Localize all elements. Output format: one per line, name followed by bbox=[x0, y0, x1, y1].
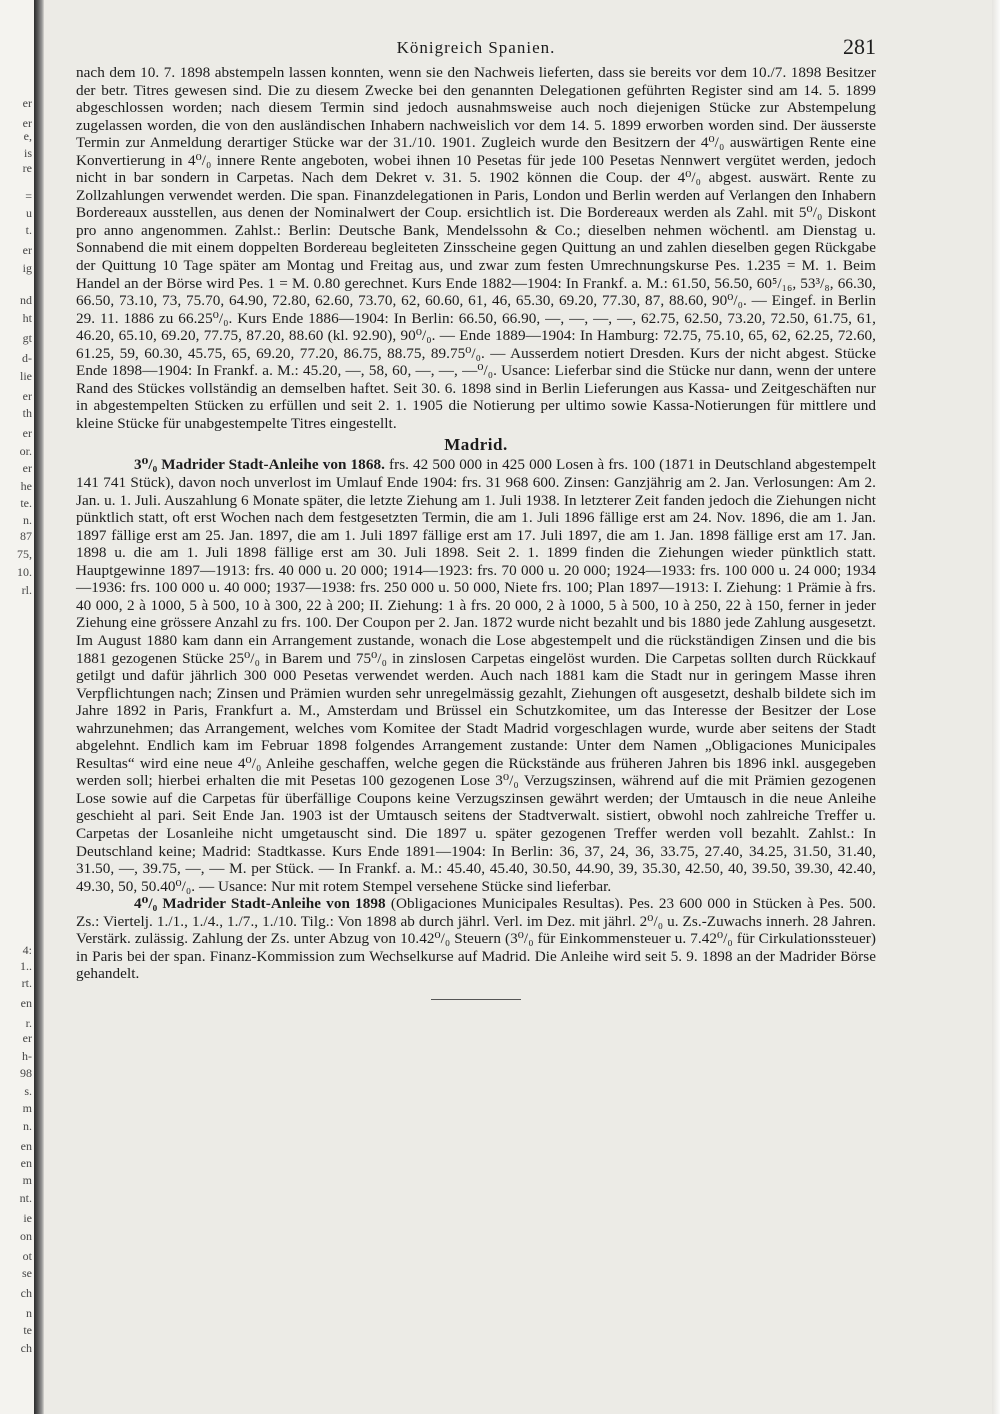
margin-fragment: n bbox=[26, 1306, 32, 1320]
margin-fragment: 75, bbox=[17, 547, 32, 561]
margin-fragment: is bbox=[23, 146, 32, 160]
margin-fragment: = bbox=[25, 189, 32, 203]
margin-fragment: ch bbox=[20, 1286, 32, 1300]
margin-fragment: n. bbox=[23, 1119, 32, 1133]
margin-fragment: er bbox=[22, 461, 32, 475]
margin-fragment: or. bbox=[19, 444, 32, 458]
margin-fragment: n. bbox=[23, 513, 32, 527]
margin-fragment: te. bbox=[20, 496, 32, 510]
continuation-paragraph: nach dem 10. 7. 1898 abstempeln lassen konnten, wenn sie den Nachweis lieferten, dass sie bereits vor dem 10./7. 1898 Besitzer der betr. Titres gewesen sind. Die zu diesem Zwecke bei den genannten Delegationen geführten Register sind am 14. 5. 1899 abgeschlossen worden; nach diesem Termin sind jedoch ausnahmsweise auch noch diejenigen Stücke zur Abstempelung zugelassen worden, die von den ausländischen Inhabern nachweislich vor dem 14. 5. 1899 erworben worden sind. Der äusserste Termin zur Anmeldung derartiger Stücke war der 31./10. 1901. Zugleich wurde den Besitzern der 4⁰/₀ auswärtigen Rente eine Konvertierung in 4⁰/₀ innere Rente angeboten, wobei ihnen 10 Pesetas für jede 100 Pesetas Nennwert vergütet werden, jedoch nicht in bar sondern in Carpetas. Nach dem Dekret v. 31. 5. 1902 können die Coup. der 4⁰/₀ abgest. auswärt. Rente zu Zollzahlungen verwendet werden. Die span. Finanzdelegationen in Paris, London und Berlin werden auf Verlangen den Inhabern Bordereaux ausstellen, aus denen der Nominalwert der Coup. ersichtlich ist. Die Bordereaux werden als Zahl. mit 5⁰/₀ Diskont pro anno angenommen. Zahlst.: Berlin: Deutsche Bank, Mendelssohn & Co.; dieselben nehmen wöchentl. am Dienstag u. Sonnabend die mit einem doppelten Bordereau begleiteten Zinsscheine gegen Quittung an und zahlen dieselben gegen Rückgabe der Quittung 10 Tage später am Montag und Freitag aus, und zwar zum festen Umrechnungskurse Pes. 1.235 = M. 1. Beim Handel an der Börse wird Pes. 1 = M. 0.80 gerechnet. Kurs Ende 1882—1904: In Frankf. a. M.: 61.50, 56.50, 60⁵/₁₆, 53³/₈, 66.30, 66.50, 73.10, 73, 75.70, 64.90, 72.80, 62.60, 73.70, 62, 60.60, 61, 46, 65.30, 69.20, 77.30, 87, 88.60, 90⁰/₀. — Eingef. in Berlin 29. 11. 1886 zu 66.25⁰/₀. Kurs Ende 1886—1904: In Berlin: 66.50, 66.90, —, —, —, —, 62.75, 62.50, 73.20, 72.50, 61.75, 61, 46.20, 65.10, 69.20, 77.75, 87.20, 88.60 (kl. 92.90), 90⁰/₀. — Ende 1889—1904: In Hamburg: 72.75, 75.10, 65, 62, 62.25, 72.60, 61.25, 59, 60.30, 45.75, 65, 69.20, 77.20, 86.75, 88.75, 89.75⁰/₀. — Ausserdem notiert Dresden. Kurs der nicht abgest. Stücke Ende 1898—1904: In Frankf. a. M.: 45.20, —, 58, 60, —, —, —⁰/₀. Usance: Lieferbar sind die Stücke nur dann, wenn der untere Rand des Stückes vollständig an demselben haftet. Seit 30. 6. 1898 sind in Berlin Lieferungen aus Kassa- und Zeitgeschäften nur in abgestempelten Stücken zu erfüllen und seit 2. 1. 1905 die Notierung per ultimo sowie Kassa-Notierungen für mittlere und kleine Stücke für unabgestempelte Titres eingestellt. bbox=[76, 64, 876, 432]
end-rule bbox=[431, 999, 521, 1000]
margin-fragment: 10. bbox=[17, 565, 32, 579]
margin-fragment: er bbox=[22, 116, 32, 130]
margin-fragment: er bbox=[22, 1031, 32, 1045]
margin-fragment: m bbox=[22, 1101, 32, 1115]
margin-fragment: m bbox=[22, 1173, 32, 1187]
margin-fragment: h- bbox=[22, 1049, 32, 1063]
margin-fragment: ie bbox=[23, 1211, 32, 1225]
entry-text: frs. 42 500 000 in 425 000 Losen à frs. 100 (1871 in Deutschland abgestempelt 141 741 Stück), davon noch unverlost im Umlauf Ende 1904: frs. 31 968 600. Zinsen: Ganzjährig am 2. Jan. Verlosungen: Am 2. Jan. u. 1. Juli. Auszahlung 6 Monate später, die letzte Ziehung am 1. Juli 1938. In letzterer Zeit fanden jedoch die Ziehungen nicht pünktlich statt, oft erst Wochen nach dem festgesetzten Termin, die am 1. Juli 1896 fällige erst am 24. Nov. 1896, die am 1. Jan. 1897 fällige erst am 25. Jan. 1897, die am 1. Juli 1897 fällige erst am 17. Juli 1897, die am 1. Jan. 1898 fällige erst am 17. Jan. 1898 u. die am 1. Juli 1898 fällige erst am 30. Juli 1898. Seit 2. 1. 1899 finden die Ziehungen wieder pünktlich statt. Hauptgewinne 1897—1913: frs. 40 000 u. 20 000; 1914—1923: frs. 70 000 u. 20 000; 1924—1933: frs. 100 000 u. 24 000; 1934—1936: frs. 100 000 u. 40 000; 1937—1938: frs. 250 000 u. 50 000, Niete frs. 100; Plan 1897—1913: I. Ziehung: 1 Prämie à frs. 40 000, 2 à 1000, 5 à 500, 10 à 300, 22 à 200; II. Ziehung: 1 à frs. 20 000, 2 à 1000, 5 à 500, 10 à 250, 22 à 150, ferner in jeder Ziehung eine grössere Anzahl zu frs. 100. Der Coupon per 2. Jan. 1872 wurde nicht bezahlt und bis 1880 jede Zahlung ausgesetzt. Im August 1880 kam dann ein Arrangement zustande, wonach die Lose abgestempelt und die rückständigen Zinsen und die bis 1881 gezogenen Stücke 25⁰/₀ in Barem und 75⁰/₀ in zinslosen Carpetas eingelöst wurden. Die Carpetas sollten durch Rückkauf getilgt und dafür jährlich 300 000 Pesetas verwendet werden. Auch nach 1881 kam die Stadt nur in geringem Masse ihren Verpflichtungen nach; Zinsen und Prämien wurden sehr unregelmässig gezahlt, Ziehungen oft ausgesetzt, deshalb bildete sich im Jahre 1892 in Paris, Frankfurt a. M., Amsterdam und Brüssel ein Schutzkomitee, um das Interesse der Besitzer der Lose wahrzunehmen; das Arrangement, welches vom Komitee der Stadt Madrid vorgeschlagen wurde, wurde aber seitens der Stadt abgelehnt. Endlich kam im Februar 1898 folgendes Arrangement zustande: Unter dem Namen „Obligaciones Municipales Resultas“ wird eine neue 4⁰/₀ Anleihe geschaffen, welche gegen die Rückstände aus früheren Jahren bis 1896 inkl. ausgegeben werden soll; hierbei erhalten die mit Pesetas 100 gezogenen Lose 3⁰/₀ Verzugszinsen, während auf die mit Prämien gezogenen Lose sowie auf die Carpetas für überfällige Coupons keine Verzugszinsen gewährt werden; der Umtausch in die neue Anleihe geschieht al pari. Seit Ende Jan. 1903 ist der Umtausch seitens der Stadtverwalt. sistiert, obwohl noch zahlreiche Treffer u. Carpetas der Losanleihe nicht umgetauscht sind. Die 1897 u. später gezogenen Treffer werden voll bezahlt. Zahlst.: In Deutschland keine; Madrid: Stadtkasse. Kurs Ende 1891—1904: In Berlin: 36, 37, 24, 36, 33.75, 27.40, 34.25, 31.50, 31.40, 31.50, —, 39.75, —, — M. per Stück. — In Frankf. a. M.: 45.40, 45.40, 30.50, 44.90, 39, 35.30, 42.50, 40, 39.50, 39.30, 42.40, 49.30, 50, 50.40⁰/₀. — Usance: Nur mit rotem Stempel versehene Stücke sind lieferbar. bbox=[76, 456, 877, 895]
running-title: Königreich Spanien. bbox=[396, 38, 556, 57]
margin-fragment: r. bbox=[25, 1016, 32, 1030]
margin-fragment: ht bbox=[22, 311, 32, 325]
margin-fragment: ot bbox=[22, 1249, 32, 1263]
margin-fragment: he bbox=[20, 479, 32, 493]
margin-fragment: nd bbox=[20, 293, 32, 307]
margin-fragment: rl. bbox=[21, 583, 32, 597]
margin-fragment: s. bbox=[24, 1084, 32, 1098]
margin-fragment: ch bbox=[20, 1341, 32, 1355]
margin-fragment: en bbox=[20, 1156, 32, 1170]
entry-1868-loan bbox=[76, 456, 876, 895]
margin-fragment: re bbox=[22, 161, 32, 175]
margin-fragment: 87 bbox=[20, 529, 32, 543]
margin-fragment: t. bbox=[25, 223, 32, 237]
margin-fragment: 1.. bbox=[20, 959, 32, 973]
margin-fragment: 98 bbox=[20, 1066, 32, 1080]
margin-fragment: te bbox=[23, 1323, 32, 1337]
book-fold-shadow bbox=[34, 0, 44, 1414]
margin-fragment: rt. bbox=[21, 976, 32, 990]
margin-fragment: se bbox=[22, 1266, 32, 1280]
margin-fragment: er bbox=[22, 96, 32, 110]
entry-title: 4⁰/₀ Madrider Stadt-Anleihe von 1898 bbox=[134, 895, 386, 913]
entry-text: (Obligaciones Municipales Resultas). Pes. 23 600 000 in Stücken à Pes. 500. Zs.: Viertelj. 1./1., 1./4., 1./7., 1./10. Tilg.: Von 1898 ab durch jährl. Verl. im Dez. mit jährl. 2⁰/₀ u. Zs.-Zuwachs innerh. 28 Jahren. Verstärk. zulässig. Zahlung der Zs. unter Abzug von 10.42⁰/₀ Steuern (3⁰/₀ für Einkommensteuer u. 7.42⁰/₀ für Cirkulationssteuer) in Paris bei der span. Finanz-Kommission zum Wechselkurse auf Madrid. Die Anleihe wird seit 5. 9. 1898 an der Madrider Börse gehandelt. bbox=[76, 895, 876, 983]
margin-fragment: gt bbox=[22, 331, 32, 345]
entry-title: 3⁰/₀ Madrider Stadt-Anleihe von 1868. bbox=[134, 456, 385, 474]
margin-fragment: e, bbox=[23, 129, 32, 143]
margin-fragment: on bbox=[20, 1229, 32, 1243]
document-page bbox=[76, 30, 876, 1000]
margin-fragment: ig bbox=[22, 261, 32, 275]
margin-fragment: er bbox=[22, 389, 32, 403]
margin-fragment: nt. bbox=[19, 1191, 32, 1205]
margin-fragment: er bbox=[22, 426, 32, 440]
margin-fragment: u bbox=[26, 206, 32, 220]
page-edge bbox=[992, 0, 1000, 1414]
margin-fragment: lie bbox=[20, 369, 32, 383]
entry-1898-loan bbox=[76, 895, 876, 983]
page-number: 281 bbox=[843, 34, 876, 59]
margin-fragment: th bbox=[22, 406, 32, 420]
margin-fragment: en bbox=[20, 1139, 32, 1153]
body-text bbox=[76, 64, 876, 1000]
margin-fragment: 4: bbox=[22, 943, 32, 957]
margin-fragment: er bbox=[22, 243, 32, 257]
margin-fragment: en bbox=[20, 996, 32, 1010]
section-heading-madrid: Madrid. bbox=[444, 435, 508, 455]
margin-fragment: d- bbox=[22, 351, 32, 365]
page-header bbox=[76, 30, 876, 64]
